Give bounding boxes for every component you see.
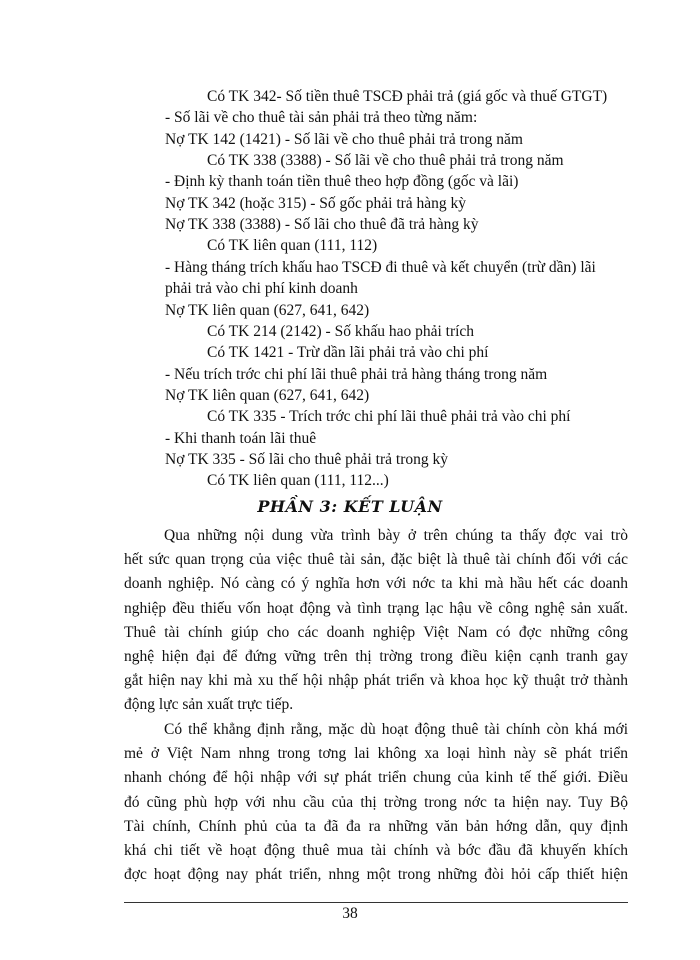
- paragraph-line: doanh nghiệp. Nó càng có ý nghĩa hơn với nớc ta khi mà hầu hết các doanh: [124, 575, 628, 593]
- entry-line: - Khi thanh toán lãi thuê: [165, 429, 317, 447]
- entry-line: Có TK 335 - Trích trớc chi phí lãi thuê phải trả vào chi phí: [207, 408, 571, 426]
- paragraph-line: Qua những nội dung vừa trình bày ở trên chúng ta thấy đợc vai trò: [164, 527, 628, 544]
- entry-line: Có TK liên quan (111, 112...): [207, 472, 389, 490]
- entry-line: Có TK 338 (3388) - Số lãi về cho thuê phải trả trong năm: [207, 152, 564, 170]
- paragraph-line: hết sức quan trọng của việc thuê tài sản, đặc biệt là thuê tài chính đối với các: [124, 551, 628, 569]
- conclusion-paragraph-2: [124, 718, 628, 887]
- entry-line: Nợ TK 335 - Số lãi cho thuê phải trả trong kỳ: [165, 450, 448, 468]
- entry-line: Nợ TK 338 (3388) - Số lãi cho thuê đã trả hàng kỳ: [165, 216, 479, 234]
- entry-line: Có TK liên quan (111, 112): [207, 237, 378, 255]
- entry-line: - Số lãi về cho thuê tài sản phải trả theo từng năm:: [165, 109, 478, 127]
- entry-line: Nợ TK liên quan (627, 641, 642): [165, 301, 370, 319]
- entry-line: - Định kỳ thanh toán tiền thuê theo hợp đồng (gốc và lãi): [165, 173, 519, 191]
- entry-line: Nợ TK liên quan (627, 641, 642): [165, 386, 370, 404]
- entry-line: - Hàng tháng trích khấu hao TSCĐ đi thuê và kết chuyển (trừ dần) lãi: [165, 258, 596, 276]
- entry-line: Nợ TK 342 (hoặc 315) - Số gốc phải trả hàng kỳ: [165, 194, 467, 212]
- paragraph-line: khá chi tiết về hoạt động thuê mua tài chính và bớc đầu đã khuyến khích: [124, 841, 628, 859]
- paragraph-line: đó cũng phù hợp với nhu cầu của thị trờng trong nớc ta hiện nay. Tuy Bộ: [124, 793, 628, 811]
- paragraph-line: nghiệp đều thiếu vốn hoạt động và tình trạng lạc hậu về công nghệ sản xuất.: [124, 599, 628, 617]
- paragraph-line: mẻ ở Việt Nam nhng trong tơng lai không xa loại hình này sẽ phát triển: [124, 745, 628, 763]
- entry-line: Có TK 342- Số tiền thuê TSCĐ phải trả (giá gốc và thuế GTGT): [207, 88, 608, 105]
- paragraph-line: động lực sản xuất trực tiếp.: [124, 696, 294, 714]
- section-heading: PHẦN 3: KẾT LUẬN: [257, 497, 443, 516]
- paragraph-line: gắt hiện nay khi mà xu thế hội nhập phát triển và khoa học kỹ thuật trở thành: [124, 672, 628, 690]
- entry-line: - Nếu trích trớc chi phí lãi thuê phải trả hàng tháng trong năm: [165, 365, 548, 383]
- entry-line: Nợ TK 142 (1421) - Số lãi về cho thuê phải trả trong năm: [165, 130, 523, 148]
- paragraph-line: Thuê tài chính giúp cho các doanh nghiệp Việt Nam có đợc những công: [124, 623, 628, 641]
- paragraph-line: Tài chính, Chính phủ của ta đã đa ra những văn bản hớng dẫn, quy định: [124, 817, 628, 835]
- paragraph-line: Có thể khẳng định rằng, mặc dù hoạt động thuê tài chính còn khá mới: [164, 721, 628, 738]
- entry-line: Có TK 1421 - Trừ dần lãi phải trả vào chi phí: [207, 344, 489, 362]
- paragraph-line: đợc hoạt động nay phát triển, nhng một trong những đòi hỏi cấp thiết hiện: [124, 866, 628, 884]
- entry-line: Có TK 214 (2142) - Số khấu hao phải trích: [207, 322, 475, 340]
- paragraph-line: nghệ hiện đại để đứng vững trên thị trờng trong điều kiện cạnh tranh gay: [124, 647, 628, 665]
- conclusion-paragraph-1: [124, 524, 628, 718]
- entry-line: phải trả vào chi phí kinh doanh: [165, 280, 358, 298]
- page-number: 38: [342, 905, 358, 922]
- paragraph-line: nhanh chóng để hội nhập với sự phát triển chung của kinh tế thế giới. Điều: [124, 769, 628, 787]
